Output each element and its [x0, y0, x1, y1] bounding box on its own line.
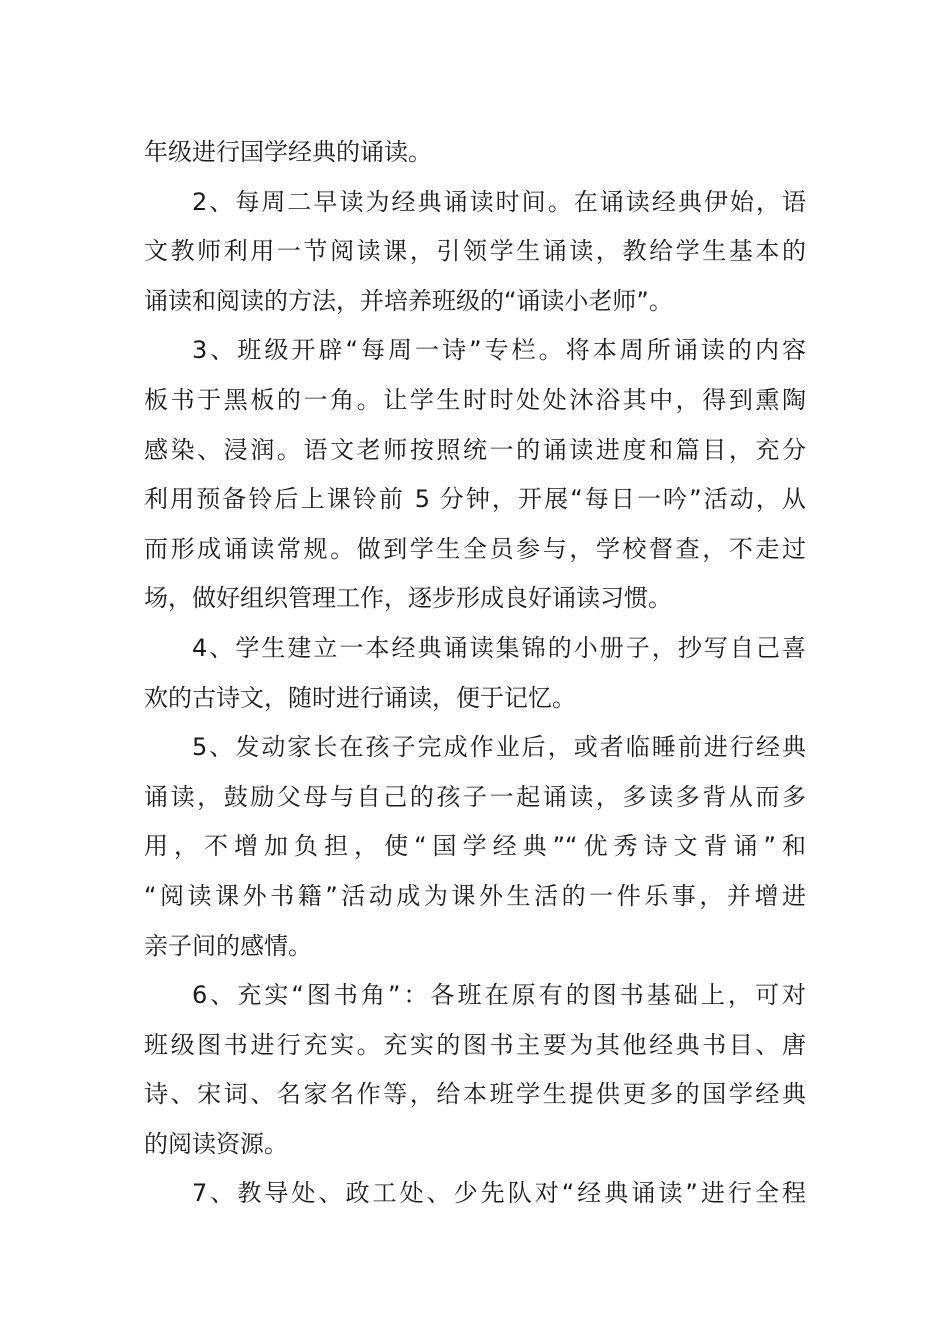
text-line: 7、教导处、政工处、少先队对“经典诵读”进行全程: [192, 1179, 806, 1208]
document-body: [144, 128, 806, 1219]
text-line: 诵读和阅读的方法，并培养班级的“诵读小老师”。: [144, 286, 673, 315]
text-line: 3、班级开辟“每周一诗”专栏。将本周所诵读的内容: [192, 336, 806, 365]
text-line: 年级进行国学经典的诵读。: [144, 138, 432, 166]
text-line: 板书于黑板的一角。让学生时时处处沐浴其中，得到熏陶: [144, 385, 806, 414]
text-line: 班级图书进行充实。充实的图书主要为其他经典书目、唐: [144, 1030, 806, 1059]
text-line: 的阅读资源。: [144, 1129, 288, 1158]
text-line: 场，做好组织管理工作，逐步形成良好诵读习惯。: [144, 584, 672, 613]
text-line: 感染、浸润。语文老师按照统一的诵读进度和篇目，充分: [144, 435, 806, 464]
text-line: 5、发动家长在孩子完成作业后，或者临睡前进行经典: [192, 733, 806, 762]
text-line: 诗、宋词、名家名作等，给本班学生提供更多的国学经典: [144, 1080, 806, 1109]
text-line: 欢的古诗文，随时进行诵读，便于记忆。: [144, 683, 576, 712]
text-line: 诵读，鼓励父母与自己的孩子一起诵读，多读多背从而多: [144, 782, 806, 811]
text-line: 而形成诵读常规。做到学生全员参与，学校督查，不走过: [144, 534, 806, 563]
text-line: 用，不增加负担，使“国学经典”“优秀诗文背诵”和: [144, 832, 806, 861]
text-line: 亲子间的感情。: [144, 931, 312, 960]
text-line: “阅读课外书籍”活动成为课外生活的一件乐事，并增进: [144, 881, 806, 910]
text-line: 6、充实“图书角”：各班在原有的图书基础上，可对: [192, 981, 806, 1010]
text-line: 利用预备铃后上课铃前 5 分钟，开展“每日一吟”活动，从: [144, 485, 806, 514]
text-line: 2、每周二早读为经典诵读时间。在诵读经典伊始，语: [192, 187, 806, 216]
text-line: 4、学生建立一本经典诵读集锦的小册子，抄写自己喜: [192, 633, 806, 662]
text-line: 文教师利用一节阅读课，引领学生诵读，教给学生基本的: [144, 237, 806, 266]
